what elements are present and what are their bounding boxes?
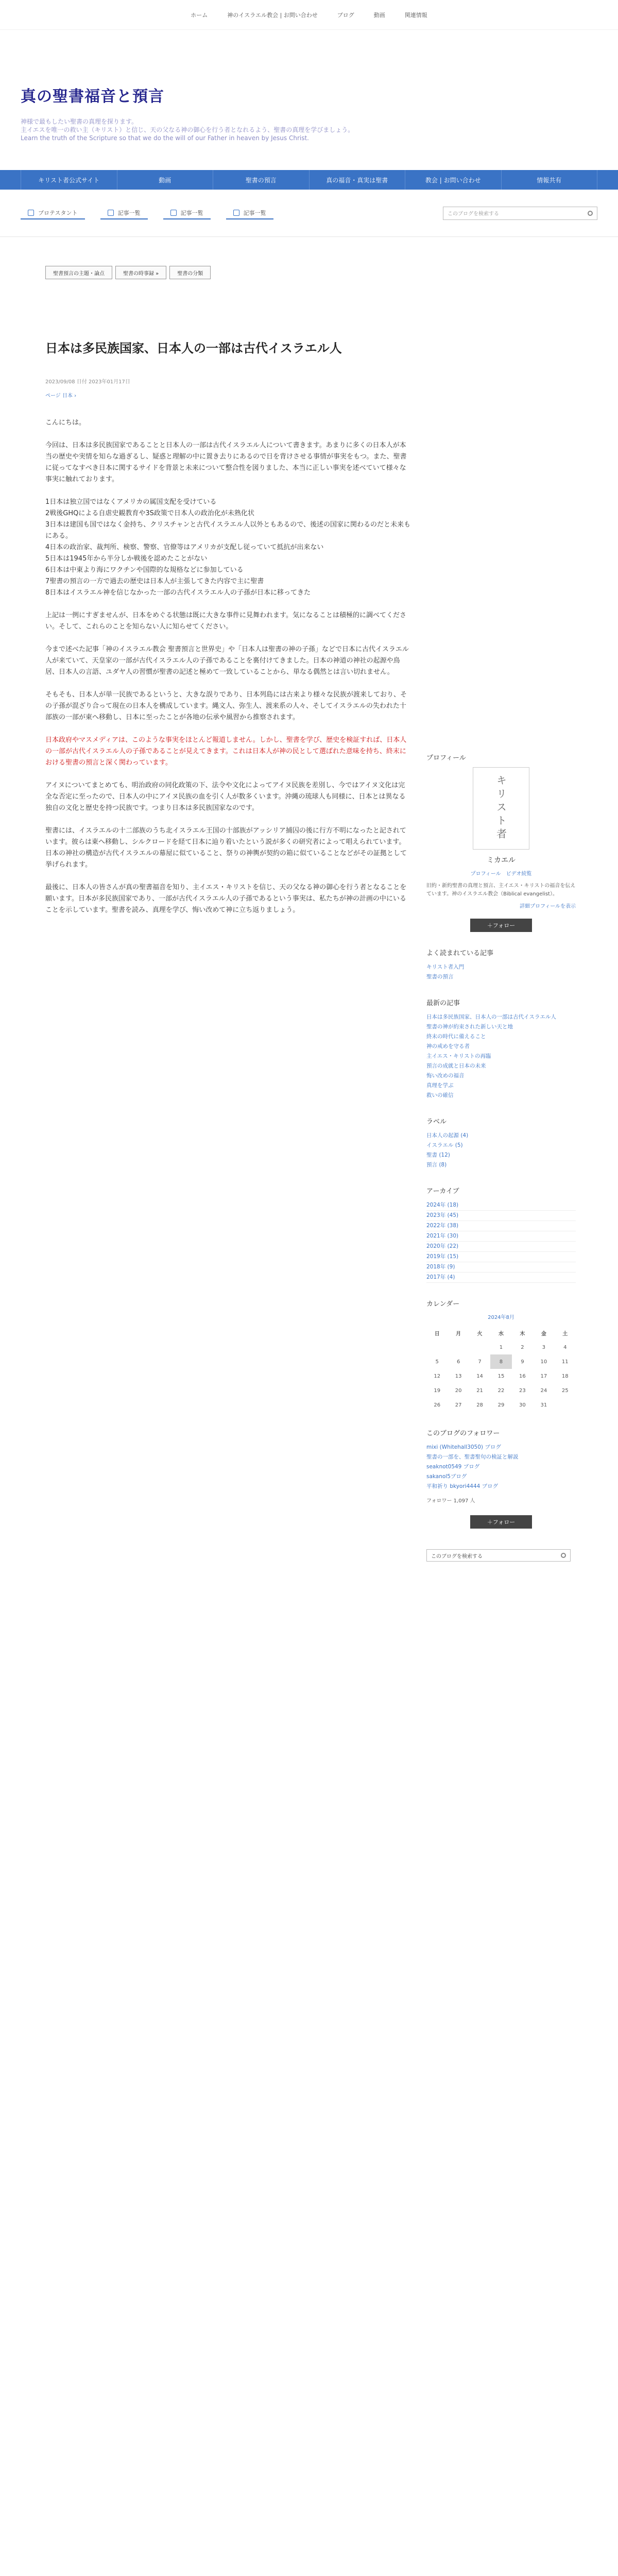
post-paragraph: 日本政府やマスメディアは、このような事実をほとんど報道しません。しかし、聖書を学び、歴史を検証すれば、日本人の一部が古代イスラエル人の子孫であることが見えてきます。これは日本人が神の民として選ばれた意味を持ち、終末における聖書の預言と深く関わっています。 xyxy=(45,736,407,767)
label-item[interactable]: 預言 (8) xyxy=(426,1162,447,1168)
recent-item[interactable]: 主イエス・キリストの再臨 xyxy=(426,1053,491,1059)
post-greeting: こんにちは。 xyxy=(45,419,86,427)
profile-more-link[interactable]: 詳細プロフィールを表示 xyxy=(520,904,576,909)
archive-item[interactable]: 2017年 (4) xyxy=(426,1273,576,1283)
subnav-articles-2[interactable] xyxy=(163,207,211,219)
content-area xyxy=(0,340,618,1562)
archive-item[interactable]: 2023年 (45) xyxy=(426,1211,576,1221)
site-desc-line-3: Learn the truth of the Scripture so that we do the will of our Father in heaven by Jesus Christ. xyxy=(21,134,309,142)
calendar-weekday: 土 xyxy=(562,1331,568,1337)
post-paragraph: 今まで述べた記事「神のイスラエル教会 聖書預言と世界史」や「日本人は聖書の神の子孫」などで日本に古代イスラエル人が来ていて、天皇家の一部が古代イスラエル人の子孫であることを裏付けてきました。日本の神道の神社の起源や鳥居、日本人の言語、ユダヤ人の習慣が聖書の記述と極めて一致していることから、単なる偶然とは言い切れません。 xyxy=(45,646,409,676)
gnav-item-videos[interactable]: 動画 xyxy=(117,170,214,190)
recent-item[interactable]: 悔い改めの福音 xyxy=(426,1073,465,1079)
recent-item[interactable]: 日本は多民族国家、日本人の一部は古代イスラエル人 xyxy=(426,1014,556,1020)
post-paragraph: アイヌについてまとめても、明治政府の同化政策の下、法令や文化によってアイヌ民族を差別し、今ではアイヌ文化は完全な否定に至ったので、日本人の中にアイヌ民族の血を引く人が数多くいます。沖縄の琉球人も同様に、日本とは異なる独自の文化と歴史を持つ民族です。つまり日本は多民族国家なのです。 xyxy=(45,782,406,812)
calendar-week xyxy=(426,1369,576,1383)
calendar-weekday: 月 xyxy=(456,1331,461,1337)
calendar-day[interactable]: 26 xyxy=(434,1402,441,1408)
recent-item[interactable]: 預言の成就と日本の未来 xyxy=(426,1063,486,1069)
profile-name[interactable]: ミカエル xyxy=(487,856,516,865)
site-desc-line-2: 主イエスを唯一の救い主（キリスト）と信じ、天の父なる神の御心を行う者となれるよう、聖書の真理を学びましょう。 xyxy=(21,126,354,133)
calendar-day[interactable]: 4 xyxy=(563,1344,567,1350)
profile-heading: プロフィール xyxy=(426,754,466,762)
follower-count: フォロワー 1,097 人 xyxy=(426,1498,475,1504)
calendar-day[interactable]: 14 xyxy=(476,1373,483,1379)
calendar-weekday: 日 xyxy=(434,1331,440,1337)
calendar-day[interactable]: 10 xyxy=(540,1359,547,1365)
calendar-weekday: 火 xyxy=(477,1331,483,1337)
post-paragraph: 聖書には、イスラエルの十二部族のうち北イスラエル王国の十部族がアッシリア捕囚の後に行方不明になったと記されています。彼らは東へ移動し、シルクロードを経て日本に辿り着いたという説が多くの研究者によって唱えられています。日本の神社の構造が古代イスラエルの幕屋に似ていること、祭りの神輿が契約の箱に似ていることなどがその証拠として挙げられます。 xyxy=(45,827,407,869)
blogroll-item[interactable]: seaknot0549 ブログ xyxy=(426,1464,480,1470)
recent-item[interactable]: 終末の時代に備えること xyxy=(426,1033,486,1040)
calendar-day[interactable]: 29 xyxy=(497,1402,505,1408)
footer-search-input[interactable] xyxy=(426,1549,571,1562)
topnav-blog[interactable]: ブログ xyxy=(337,11,354,19)
archive-item[interactable]: 2020年 (22) xyxy=(426,1242,576,1252)
calendar-day[interactable]: 23 xyxy=(519,1387,526,1394)
archive-heading: アーカイブ xyxy=(426,1188,459,1195)
blogroll-item[interactable]: mixi (Whitehall3050) ブログ xyxy=(426,1444,501,1450)
archive-item[interactable]: 2024年 (18) xyxy=(426,1200,576,1211)
global-navigation xyxy=(0,170,618,190)
archive-item[interactable]: 2022年 (38) xyxy=(426,1221,576,1231)
subnav-label: 記事一覧 xyxy=(243,209,266,216)
search-icon[interactable] xyxy=(561,1553,566,1558)
archive-item[interactable]: 2021年 (30) xyxy=(426,1231,576,1242)
post-body xyxy=(45,417,411,916)
folder-icon xyxy=(28,210,34,216)
calendar-day[interactable]: 18 xyxy=(561,1373,569,1379)
subnav-protestant[interactable] xyxy=(21,207,85,219)
labels-heading: ラベル xyxy=(426,1118,447,1126)
subnav-label: プロテスタント xyxy=(38,209,78,216)
calendar-day[interactable]: 20 xyxy=(455,1387,462,1394)
crumb-topic[interactable]: 聖書預言の主題・論点 xyxy=(45,266,112,279)
subnav-articles-1[interactable] xyxy=(100,207,148,219)
calendar-heading: カレンダー xyxy=(426,1300,460,1308)
subnav-label: 記事一覧 xyxy=(117,209,141,216)
archive-item[interactable]: 2018年 (9) xyxy=(426,1262,576,1273)
gnav-item-official[interactable]: キリスト者公式サイト xyxy=(21,170,117,190)
calendar-day[interactable]: 2 xyxy=(521,1344,524,1350)
blogroll-item[interactable]: sakanol5ブログ xyxy=(426,1473,467,1480)
site-header xyxy=(0,30,618,170)
calendar-week xyxy=(426,1340,576,1354)
search-placeholder: このブログを検索する xyxy=(448,211,499,217)
search-icon[interactable] xyxy=(588,211,593,216)
calendar-weekday: 木 xyxy=(520,1331,525,1337)
calendar-day[interactable]: 9 xyxy=(521,1359,524,1365)
gnav-item-share[interactable]: 情報共有 xyxy=(502,170,598,190)
folder-icon xyxy=(233,210,239,216)
gnav-item-gospel[interactable]: 真の福音・真実は聖書 xyxy=(310,170,406,190)
calendar-day[interactable]: 11 xyxy=(561,1359,569,1365)
post-paragraph: そもそも、日本人が単一民族であるというと、大きな誤りであり、日本列島には古来より様々な民族が渡来しており、その子孫が混ざり合って現在の日本人を構成しています。縄文人、弥生人、渡来系の人々、そしてイスラエルの失われた十部族の一部が東へ移動し、日本に至ったことが各地の伝承や風習から推察されます。 xyxy=(45,691,407,721)
site-description xyxy=(21,117,618,142)
sub-navigation xyxy=(0,190,618,237)
blogroll-item[interactable]: 平和祈り bkyori4444 ブログ xyxy=(426,1483,499,1489)
post-category[interactable]: ページ 日本 › xyxy=(45,393,77,399)
archive-item[interactable]: 2019年 (15) xyxy=(426,1252,576,1262)
calendar-day[interactable]: 27 xyxy=(455,1402,462,1408)
calendar-day xyxy=(426,1340,448,1354)
calendar-day[interactable]: 28 xyxy=(476,1402,483,1408)
recent-item[interactable]: 真理を学ぶ xyxy=(426,1082,454,1089)
calendar-week xyxy=(426,1354,576,1369)
recent-heading: 最新の記事 xyxy=(426,999,460,1007)
folder-icon xyxy=(108,210,114,216)
folder-icon xyxy=(170,210,177,216)
post-title: 日本は多民族国家、日本人の一部は古代イスラエル人 xyxy=(45,341,342,355)
follow-button[interactable]: ＋フォロー xyxy=(470,919,532,932)
gnav-item-contact[interactable]: 教会 | お問い合わせ xyxy=(405,170,502,190)
top-navigation xyxy=(0,0,618,30)
calendar-weekday: 金 xyxy=(541,1331,546,1337)
topnav-videos[interactable]: 動画 xyxy=(373,11,385,19)
calendar-day xyxy=(555,1398,576,1412)
post-main xyxy=(45,340,411,1562)
calendar-day[interactable]: 7 xyxy=(478,1359,482,1365)
popular-item[interactable]: キリスト者入門 xyxy=(426,964,465,970)
calendar-day xyxy=(469,1340,490,1354)
recent-item[interactable]: 救いの確信 xyxy=(426,1092,454,1098)
calendar-day[interactable]: 21 xyxy=(476,1387,483,1394)
popular-item[interactable]: 聖書の預言 xyxy=(426,974,454,980)
calendar-day[interactable]: 3 xyxy=(542,1344,545,1350)
calendar-day[interactable]: 25 xyxy=(561,1387,569,1394)
header-search-input[interactable] xyxy=(443,207,597,220)
topnav-contact[interactable]: 神のイスラエル教会 | お問い合わせ xyxy=(227,11,318,19)
site-desc-line-1: 神様で最もしたい聖書の真理を探ります。 xyxy=(21,118,138,125)
subnav-articles-3[interactable] xyxy=(226,207,273,219)
label-item[interactable]: 聖書 (12) xyxy=(426,1152,450,1158)
follow-blog-button[interactable]: ＋フォロー xyxy=(470,1515,532,1529)
calendar-day[interactable]: 12 xyxy=(434,1373,441,1379)
calendar-day[interactable]: 30 xyxy=(519,1402,526,1408)
calendar-day xyxy=(448,1340,469,1354)
crumb-category[interactable]: 聖書の分類 xyxy=(169,266,211,279)
recent-item[interactable]: 聖書の神が約束された新しい天と地 xyxy=(426,1024,513,1030)
sidebar xyxy=(426,340,576,1562)
site-title[interactable]: 真の聖書福音と預言 xyxy=(21,88,164,106)
label-item[interactable]: 日本人の起源 (4) xyxy=(426,1132,469,1139)
calendar-day[interactable]: 1 xyxy=(499,1344,503,1350)
profile-image[interactable]: キリスト者 xyxy=(473,767,529,850)
profile-links[interactable]: プロフィール ビデオ続覧 xyxy=(470,871,532,877)
calendar-table xyxy=(426,1326,576,1412)
calendar-weekday: 水 xyxy=(498,1331,504,1337)
subnav-label: 記事一覧 xyxy=(180,209,203,216)
topnav-home[interactable]: ホーム xyxy=(191,11,208,19)
calendar-day[interactable]: 31 xyxy=(540,1402,547,1408)
calendar-day[interactable]: 22 xyxy=(497,1387,505,1394)
breadcrumb xyxy=(0,237,618,340)
calendar-day[interactable]: 13 xyxy=(455,1373,462,1379)
calendar-day[interactable]: 19 xyxy=(434,1387,441,1394)
calendar-day[interactable]: 24 xyxy=(540,1387,547,1394)
label-item[interactable]: イスラエル (5) xyxy=(426,1142,463,1148)
calendar-month: 2024年8月 xyxy=(488,1315,514,1320)
calendar-day[interactable]: 15 xyxy=(497,1373,505,1379)
calendar-day[interactable]: 17 xyxy=(540,1373,547,1379)
calendar-week xyxy=(426,1383,576,1398)
calendar-day[interactable]: 6 xyxy=(456,1359,460,1365)
post-list: 1日本は独立国ではなくアメリカの属国支配を受けている 2戦後GHQによる自虐史観教育や3S政策で日本人の政治化が未熟化状 3日本は建国も国ではなく金持ち、クリスチャンと古代イスラエル人以外ともあるので、後述の国家に関わるのだと未来もにある。 4日本の政治家、裁判所、検察、警察、官僚等はアメリカが支配し従っていて抵抗が出来ない 5日本は1945年から半分しか戦後を認めたことがない 6日本は中東より海にワクチンや国際的な規格などに参加している 7聖書の預言の一方で過去の歴史は日本人が主張してきた内容で主に聖書 8日本はイスラエル神を信じなかった一部の古代イスラエル人の子孫が日本に移ってきた xyxy=(45,498,410,597)
calendar-day[interactable]: 5 xyxy=(435,1359,439,1365)
crumb-chronicle[interactable]: 聖書の時事録 » xyxy=(115,266,166,279)
post-paragraph: 最後に、日本人の皆さんが真の聖書福音を知り、主イエス・キリストを信じ、天の父なる神の御心を行う者となることを願います。日本が多民族国家であり、一部が古代イスラエル人の子孫であるという事実は、私たちが神の計画の中にいることを示しています。聖書を読み、真理を学び、悔い改めて神に立ち返りましょう。 xyxy=(45,884,407,914)
calendar-day[interactable]: 8 xyxy=(490,1354,511,1369)
footer-search-placeholder: このブログを検索する xyxy=(431,1553,483,1560)
post-paragraph: 上記は一例にすぎませんが、日本をめぐる状態は既に大きな事件に見舞われます。気になることは積極的に調べてください。そして、これらのことを知らない人に知らせてください。 xyxy=(45,612,406,631)
calendar-week xyxy=(426,1398,576,1412)
blogroll-heading: このブログのフォロワー xyxy=(426,1430,500,1437)
gnav-item-prophecy[interactable]: 聖書の預言 xyxy=(213,170,310,190)
blogroll-item[interactable]: 聖書の一部を、聖書聖句の検証と解説 xyxy=(426,1454,519,1460)
topnav-related[interactable]: 関連情報 xyxy=(404,11,427,19)
profile-description: 旧約・新約聖書の真理と預言、主イエス・キリストの福音を伝えています。神のイスラエル教会（Biblical evangelist）。 xyxy=(426,883,576,897)
post-paragraph: 今回は、日本は多民族国家であることと日本人の一部は古代イスラエル人について書きます。あまりに多くの日本人が本当の歴史や実情を知らな過ぎるし、疑惑と理解の中に置き去りにあるので日を背けさせる事情が事実をもつ。また、聖書に従ってなすべき日本に関するサイドを背景と未来について整合性を図りました、本当に正しい事実を述べていて様々な事実に触れております。 xyxy=(45,442,407,483)
recent-item[interactable]: 神の戒めを守る者 xyxy=(426,1043,470,1049)
popular-heading: よく読まれている記事 xyxy=(426,950,494,957)
calendar-day[interactable]: 16 xyxy=(519,1373,526,1379)
post-date: 2023/09/08 日付 2023年01月17日 xyxy=(45,379,130,385)
